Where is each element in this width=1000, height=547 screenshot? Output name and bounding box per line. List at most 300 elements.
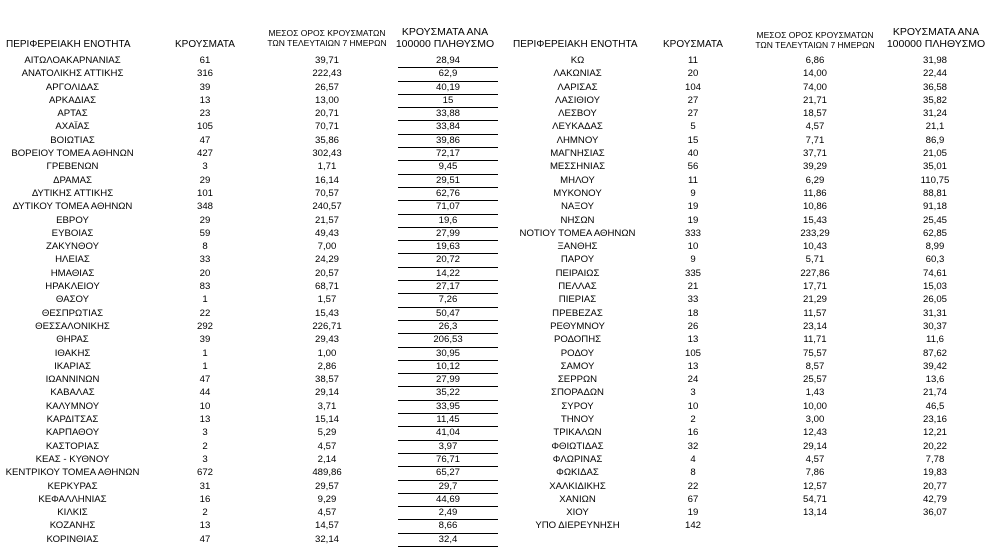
cell-avg7: 20,57 (314, 267, 339, 279)
table-row (500, 413, 1000, 426)
cell-per100k: 32,4 (398, 533, 498, 547)
cell-region: ΚΟΖΑΝΗΣ (49, 520, 96, 532)
cell-avg7: 1,00 (317, 347, 337, 359)
table-row (500, 54, 1000, 67)
cell-region: ΚΩ (570, 55, 585, 66)
cell-region: ΔΥΤΙΚΟΥ ΤΟΜΕΑ ΑΘΗΝΩΝ (12, 201, 133, 213)
cell-avg7: 4,57 (317, 440, 337, 452)
cell-cases: 19 (687, 201, 699, 213)
cell-per100k: 20,22 (922, 440, 947, 452)
table-row (0, 347, 500, 360)
cell-avg7: 13,00 (314, 94, 339, 106)
cell-cases: 3 (202, 453, 208, 465)
cell-cases: 19 (687, 214, 699, 226)
table-row (500, 426, 1000, 439)
cell-avg7: 11,71 (803, 334, 827, 346)
cell-per100k: 3,97 (398, 440, 498, 454)
cell-per100k: 36,07 (922, 507, 947, 519)
cell-cases: 15 (687, 134, 699, 146)
cell-avg7: 233,29 (800, 227, 830, 239)
cell-cases: 18 (687, 307, 699, 319)
cell-per100k: 22,44 (922, 68, 947, 80)
table-row (0, 373, 500, 386)
cell-per100k: 7,26 (398, 293, 498, 307)
cell-avg7: 70,71 (314, 121, 339, 133)
cell-avg7: 21,71 (802, 94, 827, 106)
cell-avg7: 15,14 (314, 414, 339, 426)
cell-per100k: 74,61 (922, 267, 947, 279)
table-row (0, 147, 500, 160)
cell-avg7: 12,57 (802, 480, 827, 492)
table-row (500, 453, 1000, 466)
cell-cases: 13 (687, 334, 699, 346)
table-row (0, 174, 500, 187)
table-row (0, 360, 500, 373)
cell-region: ΚΕΑΣ - ΚΥΘΝΟΥ (35, 453, 110, 465)
cell-cases: 2 (202, 507, 208, 519)
cell-avg7: 24,29 (314, 254, 339, 266)
cell-region: ΗΜΑΘΙΑΣ (50, 267, 95, 279)
table-row (500, 333, 1000, 346)
cell-region: ΛΕΥΚΑΔΑΣ (552, 121, 603, 133)
cell-avg7: 10,43 (802, 241, 827, 253)
cell-avg7: 489,86 (312, 467, 342, 479)
table-row (500, 267, 1000, 280)
cell-region: ΞΑΝΘΗΣ (557, 241, 598, 253)
table-row (0, 81, 500, 94)
cell-cases: 19 (687, 507, 699, 519)
cell-avg7: 14,00 (802, 68, 827, 80)
cell-region: ΧΑΝΙΩΝ (559, 493, 596, 505)
cell-avg7: 25,57 (802, 374, 827, 386)
cell-cases: 31 (199, 480, 211, 492)
cell-avg7: 38,57 (314, 374, 339, 386)
cell-avg7: 39,29 (802, 161, 827, 173)
cell-cases: 10 (199, 400, 211, 412)
cell-per100k: 65,27 (398, 466, 498, 480)
cell-region: ΜΕΣΣΗΝΙΑΣ (549, 161, 606, 173)
cell-avg7: 14,57 (314, 520, 339, 532)
cell-region: ΝΟΤΙΟΥ ΤΟΜΕΑ ΑΘΗΝΩΝ (519, 227, 636, 239)
table-row (0, 214, 500, 227)
cell-per100k: 60,3 (925, 254, 945, 266)
table-row (500, 81, 1000, 94)
cell-avg7: 15,43 (314, 307, 339, 319)
cell-avg7: 21,29 (802, 294, 827, 306)
cell-avg7: 6,29 (805, 174, 825, 186)
cell-cases: 142 (684, 520, 701, 532)
cell-region: ΑΙΤΩΛΟΑΚΑΡΝΑΝΙΑΣ (24, 55, 121, 66)
cell-cases: 10 (687, 241, 699, 253)
table-row (500, 280, 1000, 293)
cell-region: ΠΑΡΟΥ (560, 254, 595, 266)
cell-region: ΜΥΚΟΝΟΥ (553, 187, 602, 199)
cell-cases: 316 (196, 68, 213, 80)
cell-per100k: 29,51 (398, 174, 498, 188)
cell-avg7: 240,57 (312, 201, 342, 213)
cell-avg7: 32,14 (314, 533, 339, 545)
cell-region: ΚΙΛΚΙΣ (57, 507, 88, 519)
cell-cases: 59 (199, 227, 211, 239)
cell-cases: 13 (687, 360, 699, 372)
table-row (500, 480, 1000, 493)
table-row (0, 67, 500, 80)
cell-region: ΘΗΡΑΣ (56, 334, 89, 346)
cell-region: ΠΕΛΛΑΣ (558, 281, 597, 293)
cell-per100k: 21,1 (925, 121, 945, 133)
cell-avg7: 226,71 (312, 320, 342, 332)
table-row (0, 267, 500, 280)
table-row (0, 519, 500, 532)
table-row (500, 120, 1000, 133)
cell-cases: 2 (202, 440, 208, 452)
cell-region: ΙΘΑΚΗΣ (54, 347, 91, 359)
cell-avg7: 5,71 (805, 254, 825, 266)
table-row (500, 200, 1000, 213)
table-row (0, 307, 500, 320)
table-row (0, 120, 500, 133)
cell-cases: 27 (687, 94, 699, 106)
cell-per100k: 27,99 (398, 373, 498, 387)
table-row (500, 107, 1000, 120)
table-row (500, 174, 1000, 187)
header-region-left: ΠΕΡΙΦΕΡΕΙΑΚΗ ΕΝΟΤΗΤΑ (6, 39, 131, 50)
cell-cases: 335 (684, 267, 701, 279)
cell-per100k: 33,95 (398, 400, 498, 414)
table-row (0, 413, 500, 426)
cell-per100k: 62,76 (398, 187, 498, 201)
table-row (500, 386, 1000, 399)
cell-region: ΝΗΣΩΝ (560, 214, 595, 226)
cell-per100k: 39,42 (922, 360, 947, 372)
cell-per100k: 28,94 (398, 54, 498, 68)
cell-cases: 33 (199, 254, 211, 266)
cell-per100k: 91,18 (922, 201, 947, 213)
cell-region: ΡΕΘΥΜΝΟΥ (550, 320, 605, 332)
cell-cases: 348 (196, 201, 213, 213)
cell-region: ΑΡΓΟΛΙΔΑΣ (45, 81, 100, 93)
cell-avg7: 11,57 (803, 307, 827, 319)
table-row (500, 360, 1000, 373)
cell-cases: 20 (199, 267, 211, 279)
cell-cases: 23 (199, 108, 211, 120)
table-row (0, 320, 500, 333)
cell-region: ΤΡΙΚΑΛΩΝ (553, 427, 602, 439)
header-cases-left: ΚΡΟΥΣΜΑΤΑ (175, 39, 235, 50)
cell-region: ΛΗΜΝΟΥ (556, 134, 599, 146)
header-cases-right: ΚΡΟΥΣΜΑΤΑ (663, 39, 723, 50)
cell-region: ΔΡΑΜΑΣ (53, 174, 92, 186)
cell-region: ΗΡΑΚΛΕΙΟΥ (45, 281, 100, 293)
cell-cases: 3 (202, 161, 208, 173)
cell-avg7: 17,71 (802, 281, 827, 293)
cell-region: ΚΕΝΤΡΙΚΟΥ ΤΟΜΕΑ ΑΘΗΝΩΝ (5, 467, 140, 479)
cell-avg7: 23,14 (802, 320, 827, 332)
cell-avg7: 7,71 (805, 134, 825, 146)
cell-avg7: 7,86 (805, 467, 825, 479)
cell-avg7: 13,14 (802, 507, 827, 519)
table-row (0, 466, 500, 479)
cell-per100k: 26,05 (922, 294, 947, 306)
cell-cases: 22 (199, 307, 211, 319)
cell-cases: 13 (199, 414, 211, 426)
table-row (500, 67, 1000, 80)
table-row (0, 400, 500, 413)
cell-cases: 5 (690, 121, 696, 133)
cell-per100k: 44,69 (398, 493, 498, 507)
cell-avg7: 10,86 (802, 201, 827, 213)
cell-cases: 11 (688, 55, 698, 66)
table-row (0, 200, 500, 213)
table-row (0, 240, 500, 253)
cell-avg7: 20,71 (314, 108, 339, 120)
cell-cases: 9 (690, 254, 696, 266)
cell-cases: 292 (196, 320, 213, 332)
cell-cases: 16 (199, 493, 211, 505)
cell-cases: 33 (687, 294, 699, 306)
cell-per100k: 36,58 (922, 81, 947, 93)
cell-region: ΔΥΤΙΚΗΣ ΑΤΤΙΚΗΣ (31, 187, 114, 199)
cell-per100k: 30,37 (922, 320, 947, 332)
cell-cases: 47 (199, 374, 211, 386)
cell-region: ΚΕΡΚΥΡΑΣ (47, 480, 98, 492)
cell-cases: 105 (684, 347, 701, 359)
cell-region: ΣΕΡΡΩΝ (557, 374, 598, 386)
cell-per100k: 87,62 (922, 347, 947, 359)
cell-avg7: 11,86 (803, 187, 827, 199)
cell-avg7: 10,00 (802, 400, 827, 412)
cell-per100k: 76,71 (398, 453, 498, 467)
cell-region: ΑΡΚΑΔΙΑΣ (49, 94, 96, 106)
table-row (500, 307, 1000, 320)
cell-cases: 16 (687, 427, 699, 439)
left-data-table (0, 54, 500, 546)
cell-per100k: 40,19 (398, 81, 498, 95)
table-row (500, 493, 1000, 506)
cell-avg7: 18,57 (802, 108, 827, 120)
cell-per100k: 29,7 (398, 480, 498, 494)
cell-cases: 13 (199, 94, 211, 106)
cell-per100k: 71,07 (398, 200, 498, 214)
cell-avg7: 21,57 (314, 214, 339, 226)
cell-per100k: 31,98 (922, 55, 947, 66)
table-row (500, 293, 1000, 306)
cell-per100k: 11,6 (926, 334, 944, 346)
cell-cases: 32 (687, 440, 699, 452)
header-avg7-left: ΜΕΣΟΣ ΟΡΟΣ ΚΡΟΥΣΜΑΤΩΝ ΤΩΝ ΤΕΛΕΥΤΑΙΩΝ 7 ΗΜΕΡΩΝ (267, 28, 387, 48)
cell-region: ΛΕΣΒΟΥ (558, 108, 597, 120)
cell-cases: 101 (196, 187, 213, 199)
table-row (500, 187, 1000, 200)
cell-per100k: 2,49 (398, 506, 498, 520)
cell-per100k: 110,75 (920, 174, 950, 186)
cell-region: ΛΑΚΩΝΙΑΣ (553, 68, 602, 80)
table-row (500, 227, 1000, 240)
table-row (500, 466, 1000, 479)
cell-cases: 1 (202, 294, 208, 306)
cell-region: ΚΑΣΤΟΡΙΑΣ (45, 440, 100, 452)
cell-avg7: 7,00 (317, 241, 337, 253)
cell-cases: 29 (199, 174, 211, 186)
cell-region: ΒΟΙΩΤΙΑΣ (50, 134, 95, 146)
cell-per100k: 7,78 (925, 453, 945, 465)
table-row (0, 253, 500, 266)
cell-cases: 67 (687, 493, 699, 505)
cell-per100k: 30,95 (398, 347, 498, 361)
cell-avg7: 2,14 (317, 453, 337, 465)
cell-cases: 8 (202, 241, 208, 253)
table-row (0, 280, 500, 293)
cell-per100k: 39,86 (398, 134, 498, 148)
cell-cases: 47 (199, 134, 211, 146)
cell-cases: 4 (690, 453, 696, 465)
cell-region: ΖΑΚΥΝΘΟΥ (46, 241, 99, 253)
cell-region: ΦΛΩΡΙΝΑΣ (552, 453, 603, 465)
cell-avg7: 29,14 (802, 440, 827, 452)
cell-per100k: 13,6 (925, 374, 945, 386)
cell-avg7: 3,00 (805, 414, 825, 426)
cell-per100k: 86,9 (925, 134, 945, 146)
cell-per100k: 33,88 (398, 107, 498, 121)
cell-avg7: 1,57 (317, 294, 337, 306)
cell-avg7: 15,43 (802, 214, 827, 226)
cell-region: ΙΚΑΡΙΑΣ (54, 360, 91, 372)
cell-region: ΕΒΡΟΥ (56, 214, 89, 226)
table-row (500, 519, 1000, 532)
table-row (0, 293, 500, 306)
cell-cases: 9 (690, 187, 696, 199)
cell-cases: 83 (199, 281, 211, 293)
cell-cases: 39 (199, 334, 211, 346)
table-row (0, 160, 500, 173)
cell-region: ΦΘΙΩΤΙΔΑΣ (551, 440, 604, 452)
cell-per100k: 20,77 (922, 480, 947, 492)
cell-per100k: 33,84 (398, 120, 498, 134)
cell-cases: 1 (202, 360, 208, 372)
cell-region: ΛΑΣΙΘΙΟΥ (554, 94, 601, 106)
table-row (0, 386, 500, 399)
cell-cases: 427 (196, 148, 213, 160)
cell-cases: 61 (199, 55, 211, 66)
cell-region: ΑΡΤΑΣ (57, 108, 88, 120)
cell-per100k: 31,24 (922, 108, 947, 120)
cell-cases: 1 (202, 347, 208, 359)
cell-region: ΛΑΡΙΣΑΣ (557, 81, 598, 93)
cell-region: ΠΙΕΡΙΑΣ (558, 294, 597, 306)
cell-cases: 21 (687, 281, 699, 293)
cell-region: ΑΧΑΪΑΣ (55, 121, 90, 133)
cell-avg7: 1,43 (805, 387, 825, 399)
cell-cases: 56 (687, 161, 699, 173)
header-avg7-right: ΜΕΣΟΣ ΟΡΟΣ ΚΡΟΥΣΜΑΤΩΝ ΤΩΝ ΤΕΛΕΥΤΑΙΩΝ 7 ΗΜΕΡΩΝ (755, 30, 875, 50)
table-row (500, 373, 1000, 386)
cell-region: ΑΝΑΤΟΛΙΚΗΣ ΑΤΤΙΚΗΣ (21, 68, 124, 80)
table-row (0, 440, 500, 453)
cell-per100k: 11,45 (398, 413, 498, 427)
table-row (0, 480, 500, 493)
cell-cases: 8 (690, 467, 696, 479)
cell-region: ΚΕΦΑΛΛΗΝΙΑΣ (38, 493, 107, 505)
cell-avg7: 3,71 (317, 400, 337, 412)
cell-per100k: 26,3 (398, 320, 498, 334)
table-row (500, 400, 1000, 413)
cell-avg7: 68,71 (314, 281, 339, 293)
cell-region: ΘΑΣΟΥ (55, 294, 90, 306)
table-row (0, 533, 500, 546)
cell-region: ΓΡΕΒΕΝΩΝ (46, 161, 99, 173)
cell-avg7: 39,71 (314, 55, 339, 66)
cell-cases: 3 (202, 427, 208, 439)
cell-region: ΣΥΡΟΥ (561, 400, 594, 412)
cell-per100k: 21,74 (922, 387, 947, 399)
cell-per100k: 88,81 (922, 187, 947, 199)
cell-region: ΡΟΔΟΥ (560, 347, 595, 359)
cell-cases: 672 (196, 467, 213, 479)
cell-avg7: 12,43 (802, 427, 827, 439)
right-data-table (500, 54, 1000, 533)
cell-region: ΚΟΡΙΝΘΙΑΣ (46, 533, 99, 545)
header-per100k-left: ΚΡΟΥΣΜΑΤΑ ΑΝΑ 100000 ΠΛΗΘΥΣΜΟ (395, 26, 495, 50)
cell-cases: 10 (687, 400, 699, 412)
cell-avg7: 16,14 (314, 174, 339, 186)
cell-region: ΜΑΓΝΗΣΙΑΣ (550, 148, 605, 160)
table-row (0, 506, 500, 519)
header-per100k-right: ΚΡΟΥΣΜΑΤΑ ΑΝΑ 100000 ΠΛΗΘΥΣΜΟ (886, 26, 986, 50)
cell-cases: 105 (196, 121, 213, 133)
table-row (500, 347, 1000, 360)
table-row (0, 493, 500, 506)
cell-per100k: 12,21 (922, 427, 947, 439)
cell-region: ΣΠΟΡΑΔΩΝ (551, 387, 604, 399)
table-row (500, 160, 1000, 173)
cell-region: ΝΑΞΟΥ (560, 201, 595, 213)
cell-avg7: 4,57 (317, 507, 337, 519)
cell-cases: 22 (687, 480, 699, 492)
cell-per100k: 27,99 (398, 227, 498, 241)
table-row (0, 134, 500, 147)
cell-cases: 3 (690, 387, 696, 399)
cell-per100k: 19,63 (398, 240, 498, 254)
cell-region: ΙΩΑΝΝΙΝΩΝ (45, 374, 100, 386)
cell-avg7: 54,71 (802, 493, 827, 505)
cell-region: ΚΑΒΑΛΑΣ (50, 387, 95, 399)
cell-region: ΥΠΟ ΔΙΕΡΕΥΝΗΣΗ (535, 520, 620, 532)
cell-per100k: 72,17 (398, 147, 498, 161)
table-row (0, 227, 500, 240)
cell-per100k: 31,31 (922, 307, 947, 319)
table-row (500, 240, 1000, 253)
cell-per100k: 15 (398, 94, 498, 108)
cell-region: ΧΑΛΚΙΔΙΚΗΣ (549, 480, 606, 492)
cell-per100k: 20,72 (398, 253, 498, 267)
cell-region: ΜΗΛΟΥ (560, 174, 595, 186)
cell-avg7: 4,57 (805, 121, 825, 133)
cell-avg7: 37,71 (802, 148, 827, 160)
table-row (500, 253, 1000, 266)
cell-per100k: 62,85 (922, 227, 947, 239)
cell-per100k: 206,53 (398, 333, 498, 347)
cell-per100k: 8,99 (925, 241, 945, 253)
cell-per100k: 42,79 (922, 493, 947, 505)
cell-region: ΕΥΒΟΙΑΣ (51, 227, 94, 239)
cell-avg7: 2,86 (317, 360, 337, 372)
cell-region: ΧΙΟΥ (566, 507, 589, 519)
cell-avg7: 35,86 (314, 134, 339, 146)
cell-per100k: 41,04 (398, 426, 498, 440)
cell-cases: 26 (687, 320, 699, 332)
cell-per100k: 35,01 (922, 161, 947, 173)
cell-per100k: 14,22 (398, 267, 498, 281)
